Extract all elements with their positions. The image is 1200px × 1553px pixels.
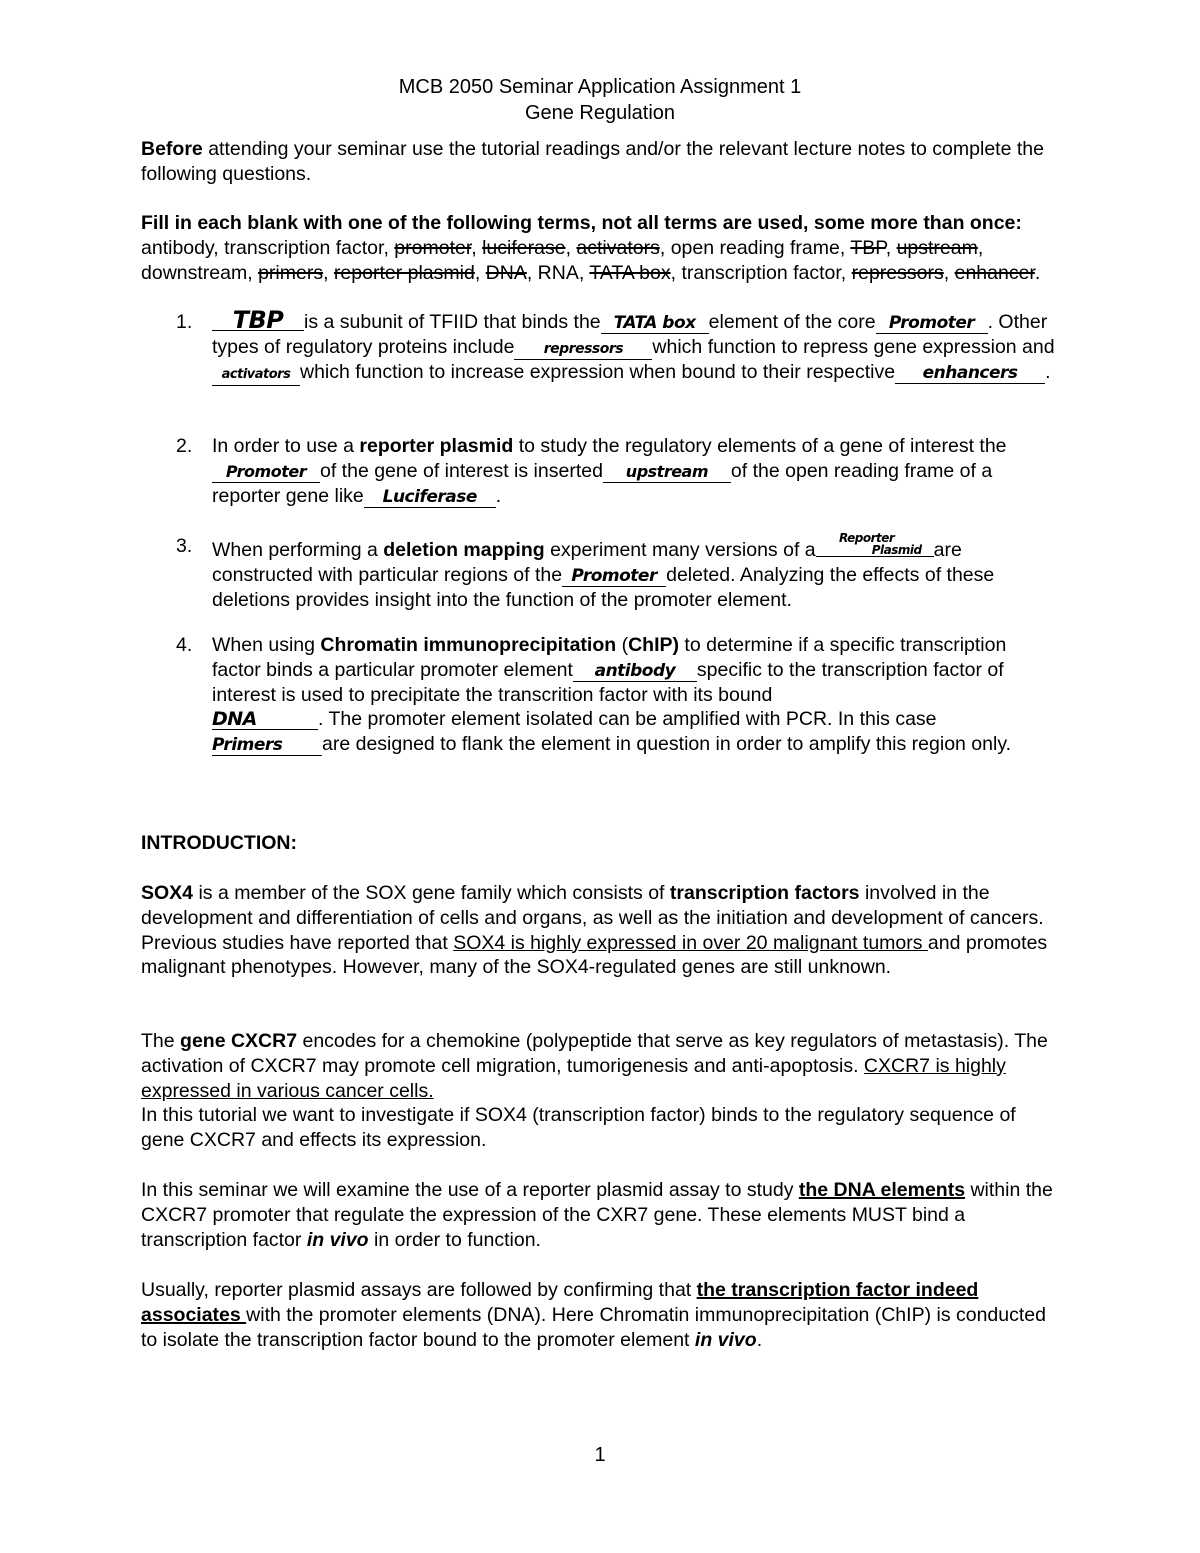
term-repressors-struck: repressors <box>851 261 944 284</box>
paragraph-text: within the CXCR7 promoter that regulate the expression of the CXR7 gene. These elements MUST bind a transcription factor <box>141 1179 1053 1251</box>
term-reporter-plasmid-struck: reporter plasmid <box>333 261 475 284</box>
term-luciferase-struck: luciferase <box>482 236 566 259</box>
question-text: . Other types of regulatory proteins include <box>212 311 1048 358</box>
term-rna: RNA <box>537 261 579 284</box>
question-2-body <box>212 434 1056 508</box>
underlined-text: CXCR7 is highly expressed in various cancer cells. <box>141 1054 1006 1102</box>
answer-blank-two-line <box>816 532 934 557</box>
bold-gene-cxcr7: gene CXCR7 <box>180 1030 298 1052</box>
paragraph-text: in order to function. <box>368 1228 541 1251</box>
introduction-paragraph-1 <box>141 881 1056 980</box>
answer-blank: TATA box <box>601 313 709 334</box>
introduction-heading: INTRODUCTION: <box>141 832 297 854</box>
paragraph-text: and promotes malignant phenotypes. However, many of the SOX4-regulated genes are still unknown. <box>141 931 1048 979</box>
question-3-body <box>212 531 1056 612</box>
question-text: . <box>495 484 502 507</box>
terms-lead: Fill in each blank with one of the following terms, not all terms are used, some more than once: <box>141 212 1022 234</box>
question-text: ( <box>616 634 629 656</box>
question-text: . <box>1045 360 1051 383</box>
paragraph-text: is a member of the SOX gene family which consists of <box>193 882 670 904</box>
answer-blank: Luciferase <box>364 487 496 508</box>
question-text: to study the regulatory elements of a gene of interest the <box>513 435 1007 457</box>
answer-blank: Primers <box>212 735 322 756</box>
before-bold: Before <box>141 138 203 160</box>
question-number: 2. <box>176 435 193 457</box>
term-tata-box-struck: TATA box <box>589 261 671 284</box>
question-text: In order to use a <box>212 435 360 457</box>
question-text: element of the core <box>708 311 876 333</box>
document-title: MCB 2050 Seminar Application Assignment 1 <box>398 76 802 98</box>
question-text: When performing a <box>212 539 384 561</box>
question-text: When using <box>212 634 321 656</box>
question-1-body <box>212 306 1056 386</box>
answer-blank: Promoter <box>562 566 666 587</box>
paragraph-text: Usually, reporter plasmid assays are followed by confirming that <box>141 1279 697 1301</box>
document-subtitle: Gene Regulation <box>524 102 676 124</box>
term-antibody: antibody <box>141 236 214 259</box>
bold-underlined-text: the transcription factor indeed associates <box>141 1279 979 1326</box>
instructions-paragraph <box>141 137 1056 187</box>
answer-blank: TBP <box>212 310 304 331</box>
question-text: to determine if a specific transcription factor binds a particular promoter element <box>212 634 1007 681</box>
question-text: experiment many versions of a <box>544 539 816 561</box>
bold-term: deletion mapping <box>383 539 545 561</box>
paragraph-text: The <box>141 1030 181 1052</box>
question-number: 3. <box>176 535 193 557</box>
question-text: is a subunit of TFIID that binds the <box>304 311 601 333</box>
underlined-text: SOX4 is highly expressed in over 20 malignant tumors <box>453 931 928 954</box>
question-text: are designed to flank the element in question in order to amplify this region only. <box>322 733 1012 756</box>
term-activators-struck: activators <box>576 236 660 259</box>
term-upstream-struck: upstream <box>896 236 978 259</box>
question-text: of the open reading frame of a reporter gene like <box>212 459 993 507</box>
answer-blank: activators <box>212 365 300 386</box>
question-number: 1. <box>176 311 193 333</box>
answer-blank: Promoter <box>876 313 988 334</box>
term-primers-struck: primers <box>258 261 324 284</box>
bold-sox4: SOX4 <box>141 882 194 904</box>
answer-blank: DNA <box>212 709 318 730</box>
answer-blank: antibody <box>573 661 697 682</box>
introduction-paragraph-2 <box>141 1029 1056 1153</box>
paragraph-text: encodes for a chemokine (polypeptide that serve as key regulators of metastasis). The activation of CXCR7 may promote cell migration, tumorigenesis and anti-apoptosis. <box>141 1030 1048 1077</box>
paragraph-text: . <box>756 1328 763 1351</box>
question-text: of the gene of interest is inserted <box>320 459 603 482</box>
page-number: 1 <box>594 1444 606 1466</box>
paragraph-text: In this tutorial we want to investigate if SOX4 (transcription factor) binds to the regulatory sequence of gene CXCR7 and effects its expression. <box>141 1104 1016 1152</box>
bold-term: ChIP) <box>628 634 680 656</box>
answer-blank: Promoter <box>212 462 320 483</box>
question-3 <box>176 531 1056 612</box>
question-4-body <box>212 633 1056 757</box>
question-text: are constructed with particular regions of the <box>212 539 962 586</box>
answer-blank: enhancers <box>895 363 1045 384</box>
introduction-paragraph-3 <box>141 1178 1056 1252</box>
term-downstream: downstream <box>141 261 248 284</box>
answer-blank: repressors <box>514 339 652 360</box>
question-text: which function to repress gene expression and <box>652 335 1055 358</box>
term-transcription-factor: transcription factor <box>224 236 384 259</box>
question-number: 4. <box>176 634 193 656</box>
question-text: . The promoter element isolated can be amplified with PCR. In this case <box>318 708 937 731</box>
bold-italic-in-vivo: in vivo <box>306 1228 369 1251</box>
bold-term: Chromatin immunoprecipitation <box>320 634 617 656</box>
answer-line-2: Plasmid <box>871 543 922 557</box>
answer-line-1: Reporter <box>838 531 895 545</box>
term-open-reading-frame: open reading frame <box>670 236 840 259</box>
paragraph-text: In this seminar we will examine the use of a reporter plasmid assay to study <box>141 1179 799 1201</box>
question-1 <box>176 306 1056 386</box>
term-enhancer-struck: enhancer <box>954 261 1035 284</box>
term-promoter-struck: promoter <box>394 236 472 259</box>
term-tbp-struck: TBP <box>850 236 886 259</box>
bold-underlined-text: the DNA elements <box>798 1179 966 1201</box>
question-4 <box>176 633 1056 757</box>
paragraph-text: with the promoter elements (DNA). Here Chromatin immunoprecipitation (ChIP) is conducted to isolate the transcription factor bound to the promoter element <box>141 1303 1046 1351</box>
bold-transcription-factors: transcription factors <box>669 882 860 904</box>
term-transcription-factor-2: transcription factor <box>681 261 841 284</box>
question-text: deleted. Analyzing the effects of these deletions provides insight into the function of the promoter element. <box>212 563 995 611</box>
bold-italic-in-vivo: in vivo <box>694 1328 757 1351</box>
question-2 <box>176 434 1056 508</box>
paragraph-text: involved in the development and differentiation of cells and organs, as well as the initiation and development of cancers. Previous studies have reported that <box>141 882 1044 954</box>
answer-blank: upstream <box>603 462 731 483</box>
before-rest: attending your seminar use the tutorial readings and/or the relevant lecture notes to complete the following questions. <box>141 138 1044 185</box>
bold-term: reporter plasmid <box>359 435 514 457</box>
introduction-paragraph-4 <box>141 1278 1056 1352</box>
term-dna-struck: DNA <box>485 261 527 284</box>
terms-paragraph: Fill in each blank with one of the following terms, not all terms are used, some more than once: antibody, transcription factor, promoter, luciferase, activators, open reading frame, TBP, upstream, downstream, primers, reporter plasmid, DNA, RNA, TATA box, transcription factor, repressors, enhancer. <box>141 212 1041 284</box>
question-text: which function to increase expression when bound to their respective <box>300 360 896 383</box>
question-text: specific to the transcription factor of interest is used to precipitate the transcrition factor with its bound <box>212 658 1004 706</box>
